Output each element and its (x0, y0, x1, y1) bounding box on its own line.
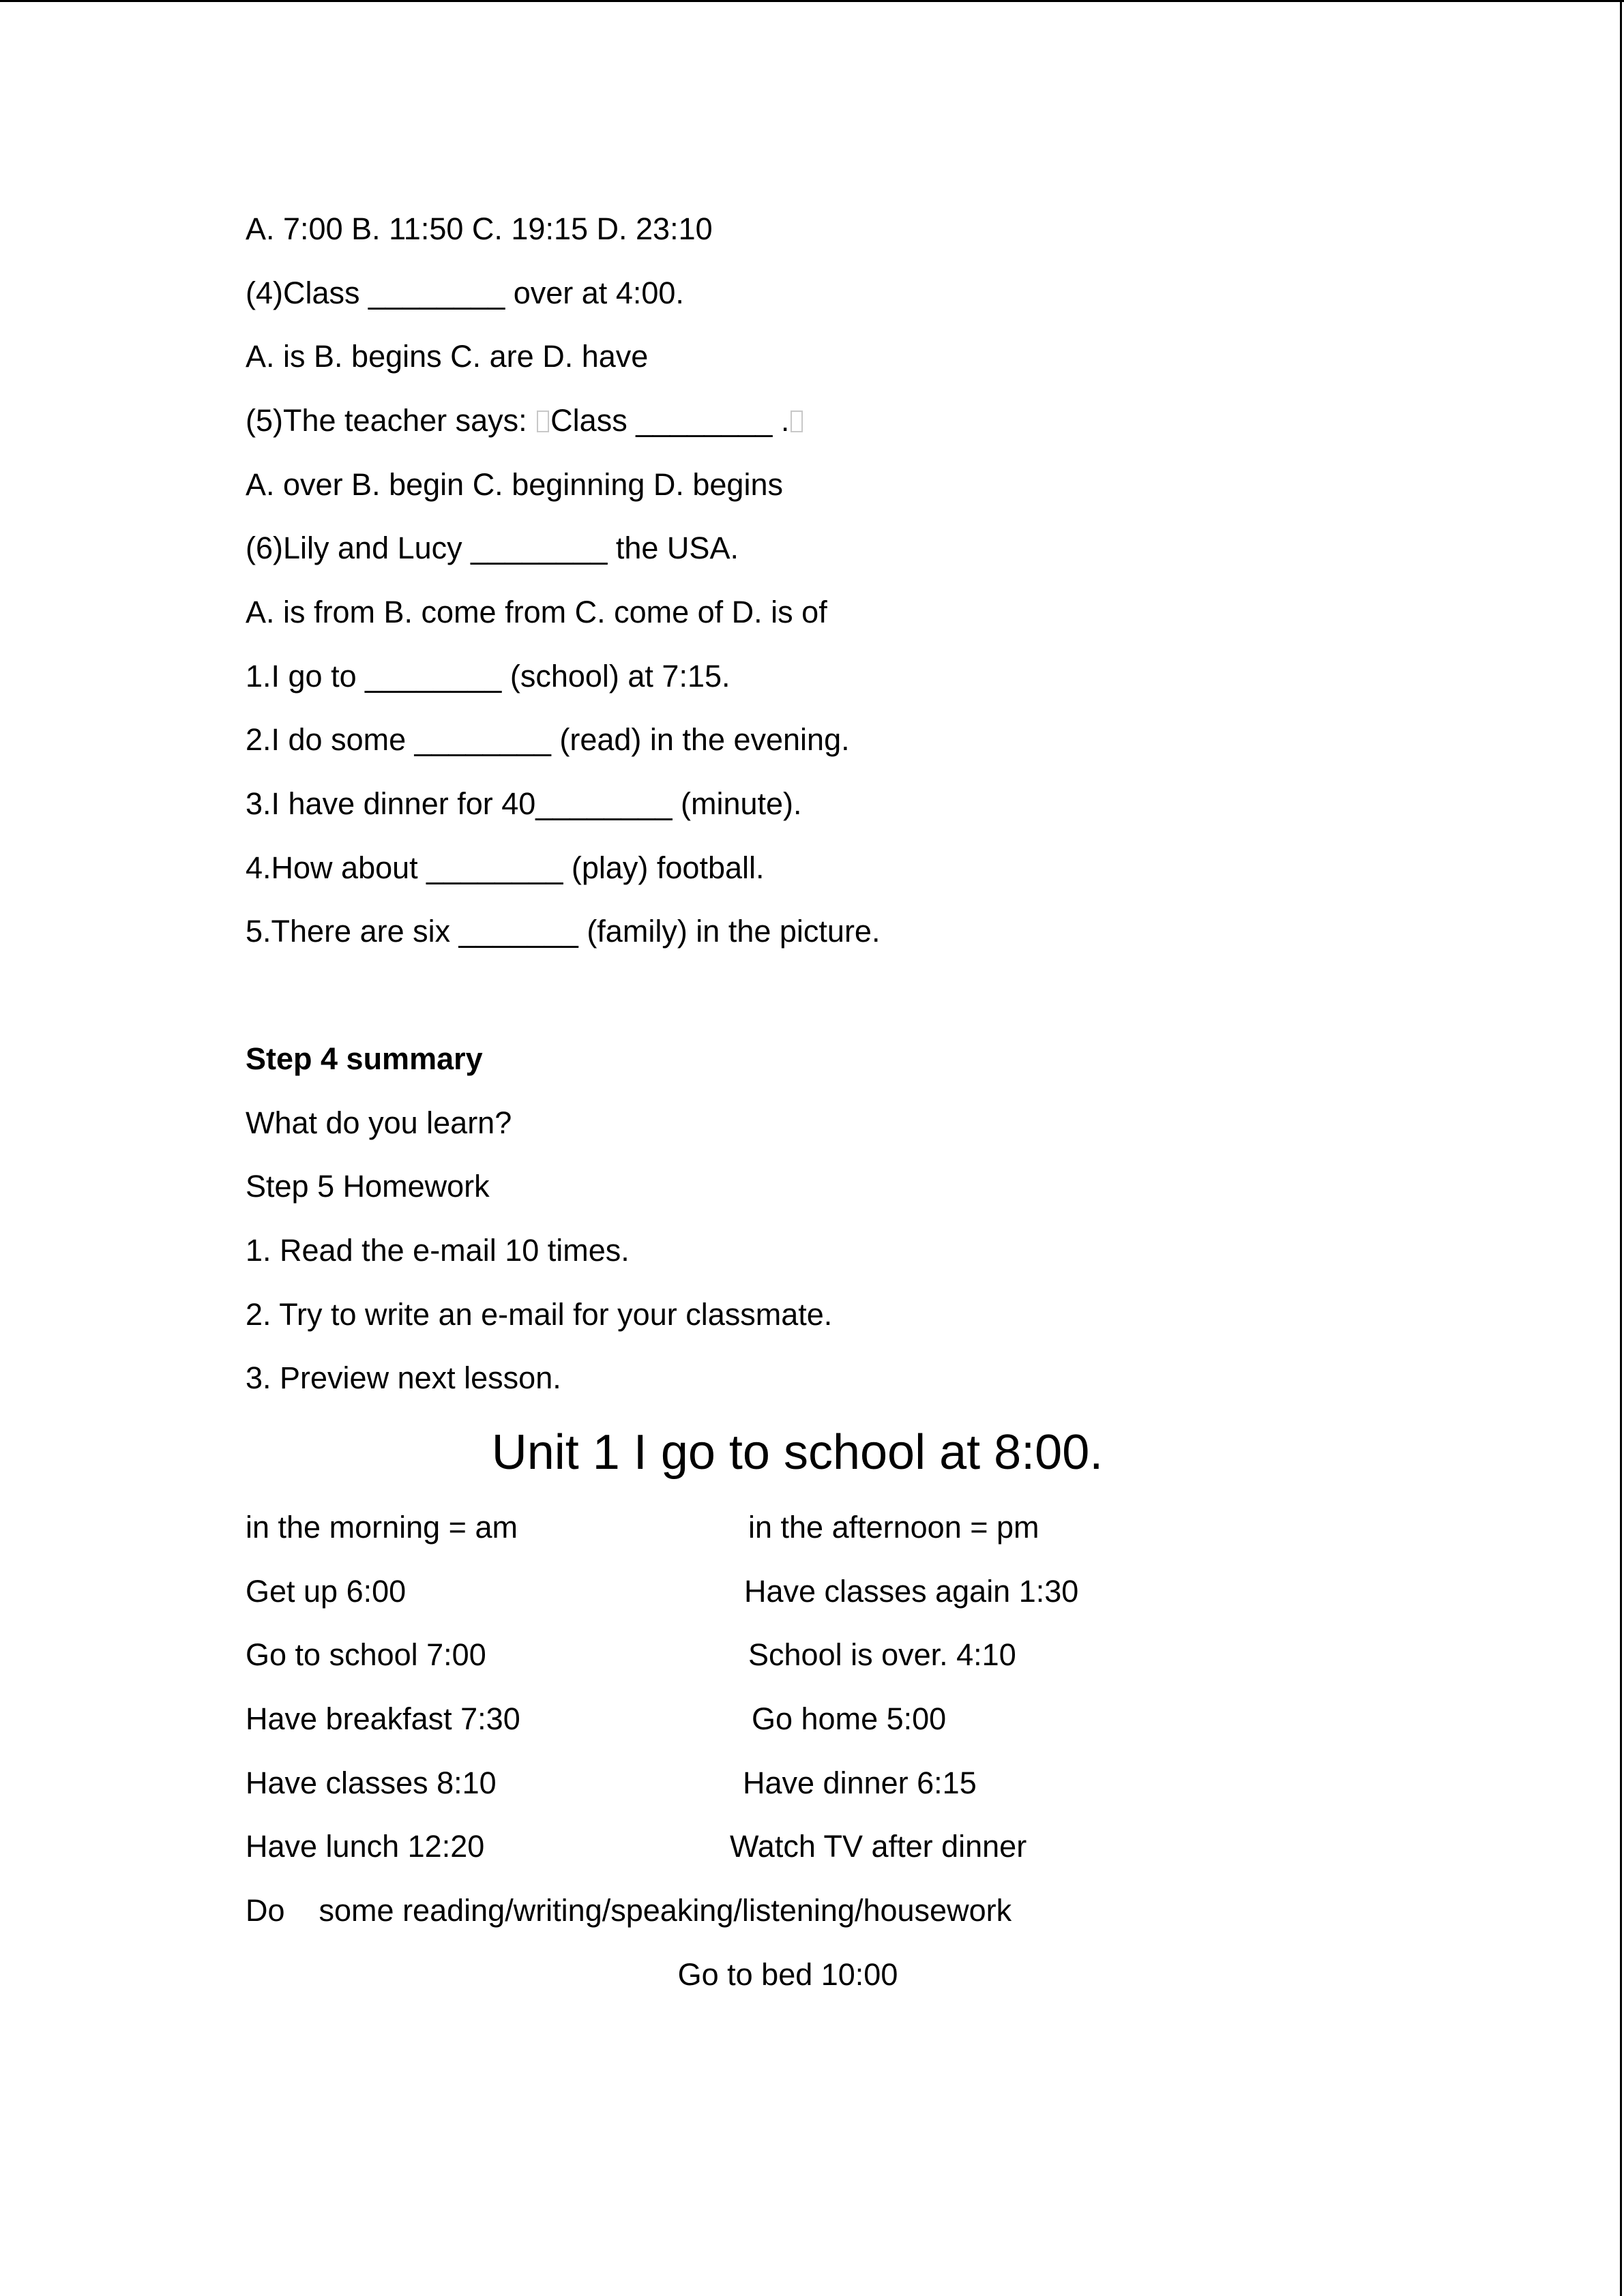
schedule-left-2: Get up 6:00 (246, 1574, 407, 1609)
q5-options: A. over B. begin C. beginning D. begins (246, 467, 783, 502)
bedtime-line: Go to bed 10:00 (677, 1957, 898, 1992)
q5-stem-middle: Class ________ . (550, 403, 790, 438)
homework-item-2: 2. Try to write an e-mail for your classmate. (246, 1297, 833, 1332)
schedule-left-3: Go to school 7:00 (246, 1637, 486, 1672)
open-quote-glyph-icon (537, 411, 549, 432)
schedule-right-3: School is over. 4:10 (748, 1637, 1016, 1672)
homework-item-1: 1. Read the e-mail 10 times. (246, 1233, 630, 1268)
q5-stem (246, 402, 804, 440)
summary-question: What do you learn? (246, 1105, 512, 1140)
unit-title: Unit 1 I go to school at 8:00. (491, 1425, 1104, 1480)
schedule-left-1: in the morning = am (246, 1510, 518, 1545)
q4-options: A. is B. begins C. are D. have (246, 339, 649, 374)
schedule-left-6: Have lunch 12:20 (246, 1829, 485, 1864)
q6-stem: (6)Lily and Lucy ________ the USA. (246, 531, 739, 565)
schedule-right-4: Go home 5:00 (752, 1701, 947, 1736)
q5-stem-before: (5)The teacher says: (246, 403, 536, 438)
schedule-right-1: in the afternoon = pm (748, 1510, 1039, 1545)
q6-options: A. is from B. come from C. come of D. is of (246, 595, 827, 629)
homework-heading: Step 5 Homework (246, 1169, 490, 1204)
schedule-left-4: Have breakfast 7:30 (246, 1701, 520, 1736)
close-quote-glyph-icon (791, 411, 803, 432)
fill-item-2: 2.I do some ________ (read) in the evening. (246, 722, 850, 757)
q4-stem: (4)Class ________ over at 4:00. (246, 275, 684, 310)
summary-heading: Step 4 summary (246, 1041, 483, 1076)
schedule-left-5: Have classes 8:10 (246, 1765, 497, 1800)
fill-item-5: 5.There are six _______ (family) in the picture. (246, 914, 881, 949)
homework-item-3: 3. Preview next lesson. (246, 1360, 561, 1395)
schedule-right-5: Have dinner 6:15 (743, 1765, 977, 1800)
fill-item-4: 4.How about ________ (play) football. (246, 850, 765, 885)
schedule-right-6: Watch TV after dinner (730, 1829, 1027, 1864)
fill-item-3: 3.I have dinner for 40________ (minute). (246, 786, 802, 821)
activities-line: Do some reading/writing/speaking/listening/housework (246, 1893, 1012, 1928)
page-border-right (1620, 0, 1622, 2296)
fill-item-1: 1.I go to ________ (school) at 7:15. (246, 659, 730, 694)
q3-options: A. 7:00 B. 11:50 C. 19:15 D. 23:10 (246, 211, 713, 246)
page-border-top (0, 0, 1624, 2)
schedule-right-2: Have classes again 1:30 (744, 1574, 1079, 1609)
